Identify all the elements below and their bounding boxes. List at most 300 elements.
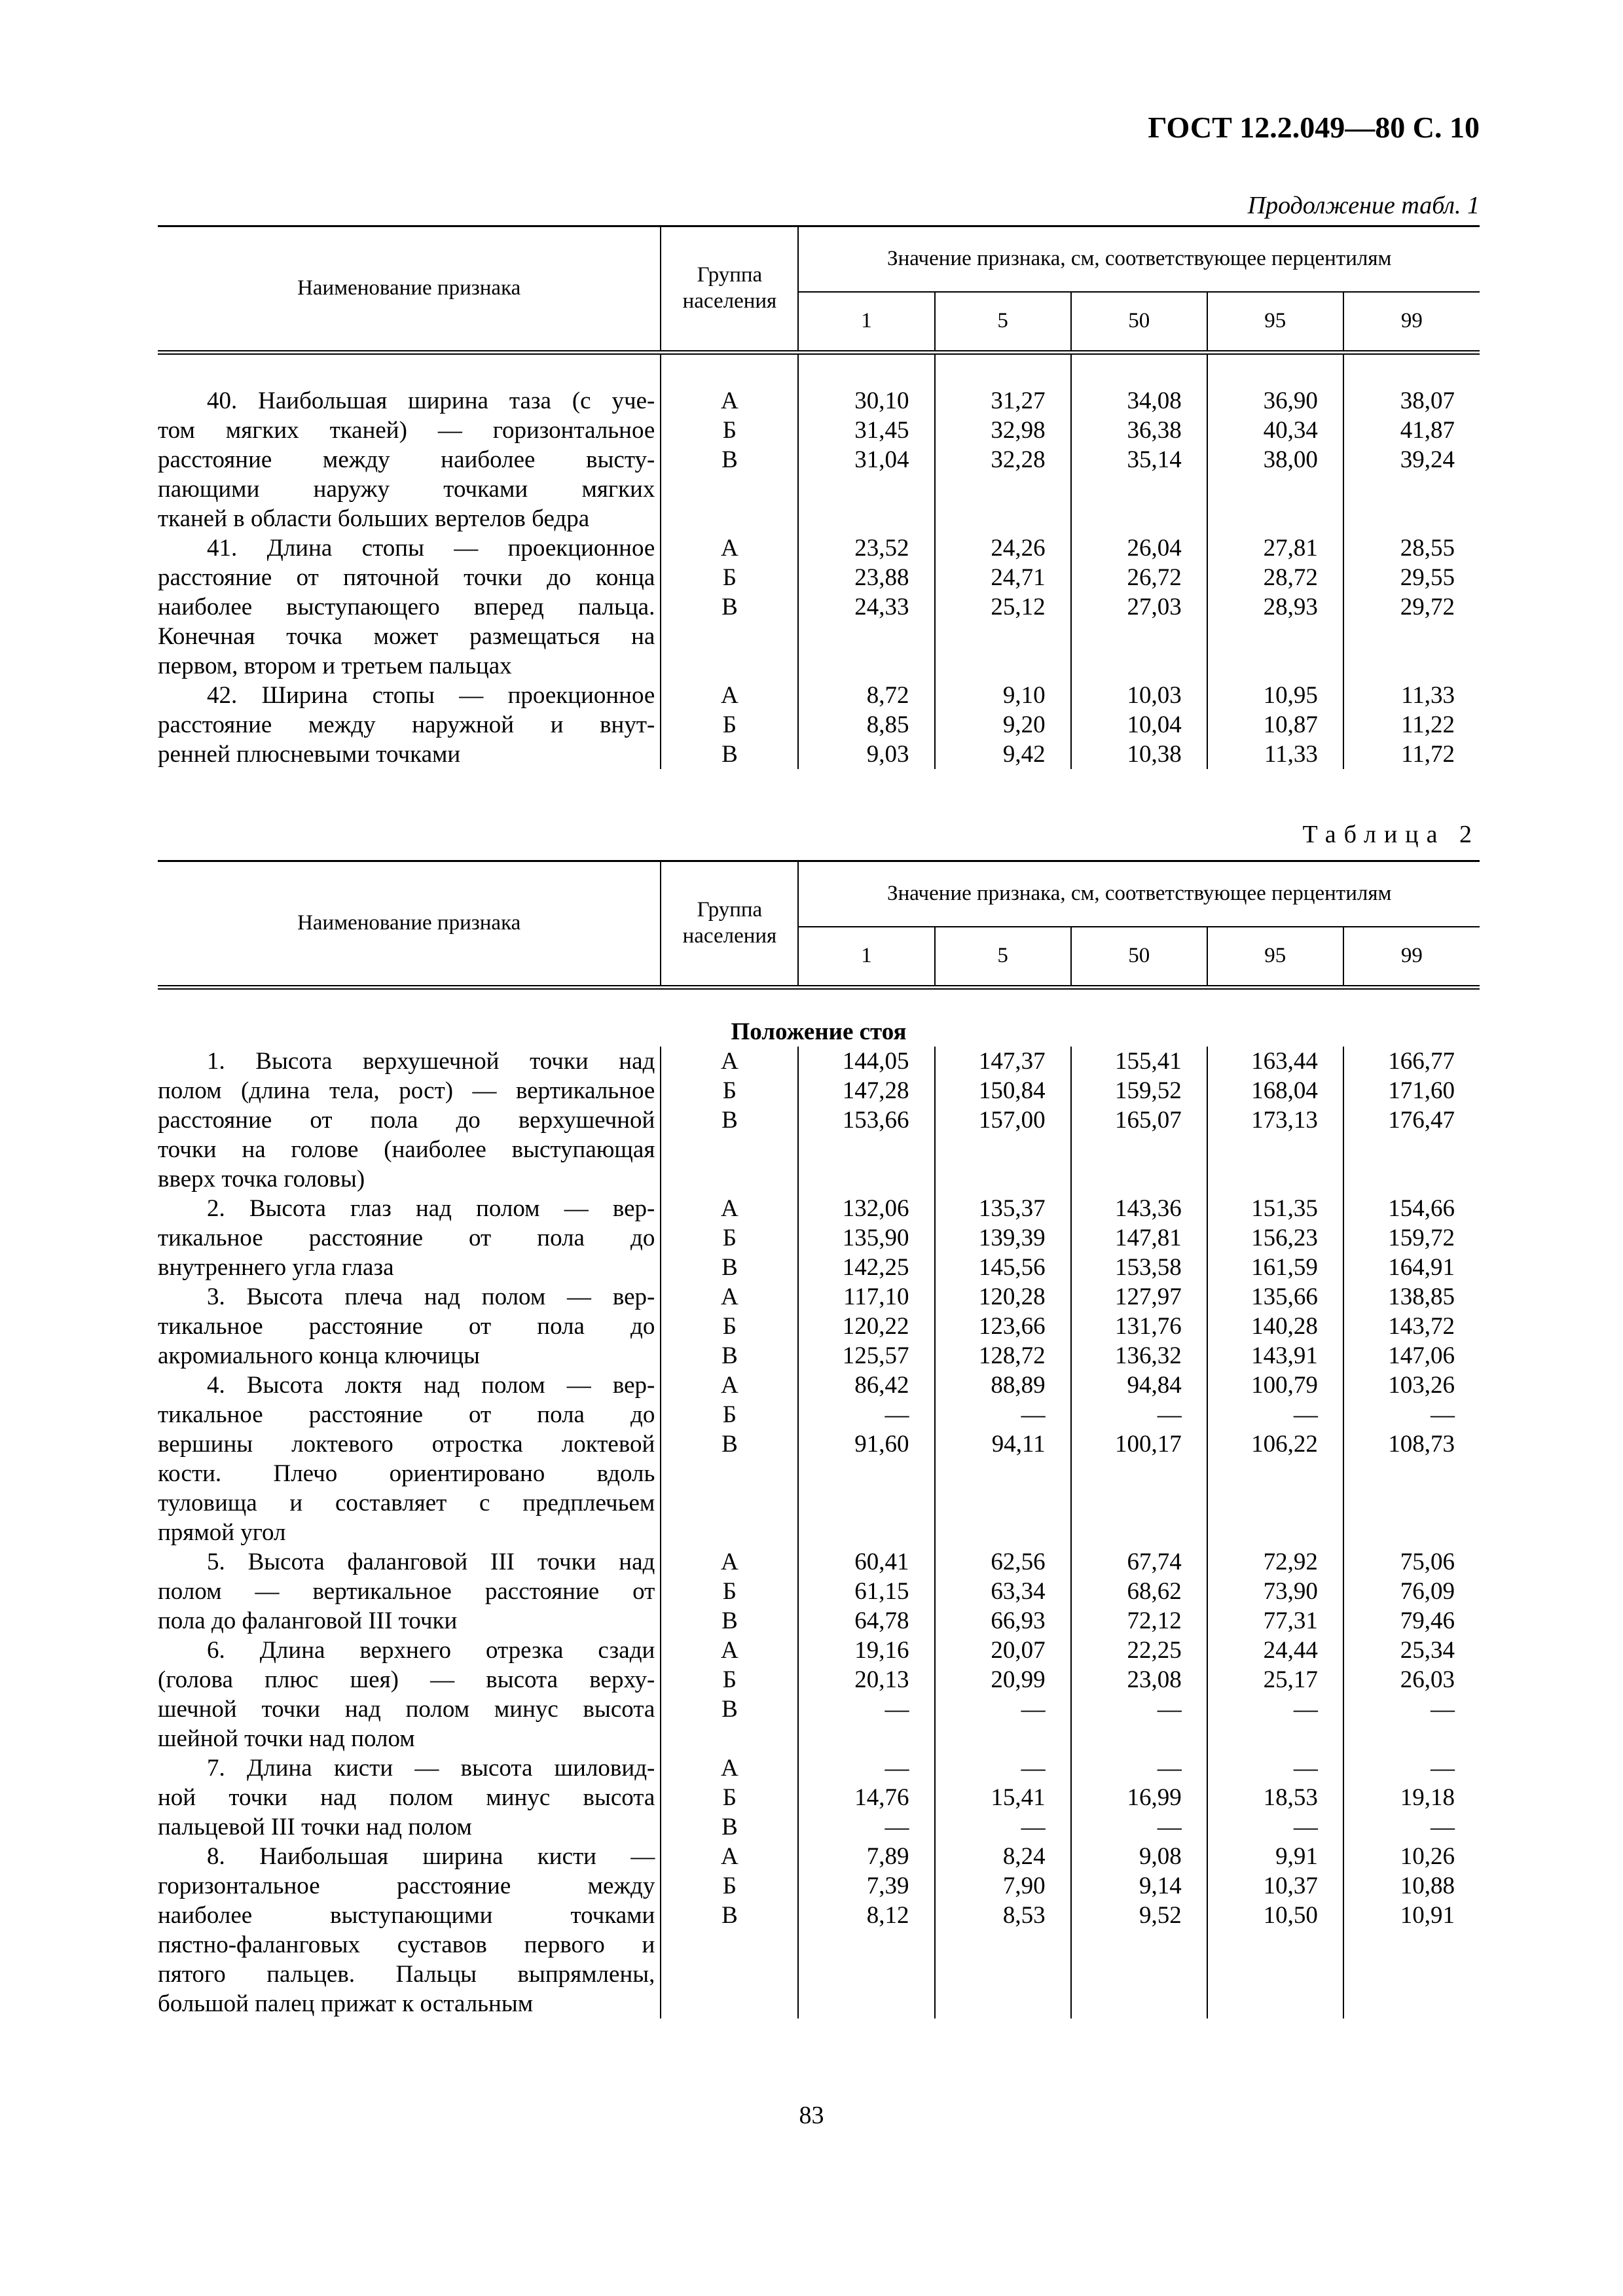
percentile-value: 88,89 [991,1372,1046,1399]
percentile-value: 7,90 [1002,1873,1046,1899]
group-label: В [721,1607,738,1634]
col-header-percentile: 1 [798,292,934,353]
percentile-value: 159,52 [1114,1077,1182,1104]
value-cell [798,353,934,534]
col-header-percentile: 5 [935,292,1071,353]
feature-name-line: ной точки над полом минус высота [158,1784,655,1811]
value-cell [1207,1842,1343,2018]
percentile-value: — [1431,1755,1455,1782]
percentile-value: 38,00 [1263,446,1318,473]
col-header-group: Группа населения [661,226,798,353]
col-header-name: Наименование признака [158,226,661,353]
value-cell [935,1282,1071,1371]
percentile-value: 9,91 [1275,1843,1318,1870]
feature-name-line: кости. Плечо ориентировано вдоль [158,1460,655,1487]
value-cell [1343,681,1480,769]
feature-name-line: тикальное расстояние от пола до [158,1225,655,1251]
group-label: В [721,1254,738,1281]
group-label: А [721,535,739,562]
percentile-value: 10,95 [1263,682,1318,709]
percentile-value: 120,28 [978,1283,1046,1310]
value-cell [1207,1194,1343,1282]
value-cell [798,1547,934,1636]
group-label: А [721,1048,739,1075]
value-cell [1343,1547,1480,1636]
value-cell [1343,1636,1480,1753]
percentile-value: 8,72 [866,682,909,709]
percentile-value: 164,91 [1388,1254,1455,1281]
percentile-value: 127,97 [1114,1283,1182,1310]
feature-name-line: расстояние от пяточной точки до конца [158,564,655,591]
percentile-value: 28,72 [1263,564,1318,591]
feature-name-line: 1. Высота верхушечной точки над [207,1048,655,1075]
percentile-value: 28,93 [1263,594,1318,620]
percentile-value: 25,34 [1400,1637,1455,1664]
percentile-value: 27,81 [1263,535,1318,562]
table-1-body [158,353,1480,770]
table-2 [158,860,1480,2018]
percentile-value: 106,22 [1251,1431,1318,1458]
percentile-value: 24,44 [1263,1637,1318,1664]
group-label: В [721,1107,738,1134]
group-cell [661,1194,798,1282]
percentile-value: 8,85 [866,711,909,738]
percentile-value: 62,56 [991,1549,1046,1575]
group-label: В [721,594,738,620]
percentile-value: 23,08 [1127,1666,1182,1693]
percentile-value: 10,87 [1263,711,1318,738]
percentile-value: 153,66 [842,1107,909,1134]
value-cell [798,1636,934,1753]
group-cell [661,1282,798,1371]
col-header-percentile: 95 [1207,927,1343,988]
percentile-value: 120,22 [842,1313,909,1340]
feature-name-cell [158,533,661,681]
percentile-value: 72,92 [1263,1549,1318,1575]
value-cell [1207,1047,1343,1194]
percentile-value: 155,41 [1114,1048,1182,1075]
group-label: Б [722,1578,737,1605]
percentile-value: 19,18 [1400,1784,1455,1811]
group-cell [661,1753,798,1842]
percentile-value: 176,47 [1388,1107,1455,1134]
group-cell [661,1636,798,1753]
col-header-percentile: 99 [1343,927,1480,988]
group-label: А [721,1283,739,1310]
percentile-value: 125,57 [842,1342,909,1369]
value-cell [798,1753,934,1842]
section-title: Положение стоя [731,1018,907,1045]
value-cell [1071,1282,1207,1371]
value-cell [1207,1282,1343,1371]
value-cell [935,1194,1071,1282]
group-label: Б [722,417,737,444]
percentile-value: 108,73 [1388,1431,1455,1458]
percentile-value: 22,25 [1127,1637,1182,1664]
percentile-value: 143,72 [1388,1313,1455,1340]
percentile-value: 10,26 [1400,1843,1455,1870]
percentile-value: 9,10 [1002,682,1046,709]
group-label: А [721,1755,739,1782]
percentile-value: 30,10 [854,387,909,414]
feature-name-line: том мягких тканей) — горизонтальное [158,417,655,444]
percentile-value: 26,04 [1127,535,1182,562]
group-cell [661,1842,798,2018]
feature-name-line: тканей в области больших вертелов бедра [158,505,590,532]
feature-name-cell [158,681,661,769]
percentile-value: 10,88 [1400,1873,1455,1899]
feature-description [158,533,655,681]
value-cell [935,353,1071,534]
feature-description [158,1194,655,1282]
percentile-value: 165,07 [1114,1107,1182,1134]
col-header-percentile: 95 [1207,292,1343,353]
value-cell [1343,1371,1480,1547]
percentile-value: 10,50 [1263,1902,1318,1929]
feature-name-line: расстояние от пола до верхушечной [158,1107,655,1134]
value-cell [1071,1547,1207,1636]
percentile-value: 86,42 [854,1372,909,1399]
percentile-value: 40,34 [1263,417,1318,444]
group-label: В [721,1696,738,1723]
percentile-value: 142,25 [842,1254,909,1281]
percentile-value: 10,03 [1127,682,1182,709]
percentile-value: 153,58 [1114,1254,1182,1281]
col-header-value: Значение признака, см, соответствующее перцентилям [798,861,1480,927]
percentile-value: 135,90 [842,1225,909,1251]
percentile-value: 173,13 [1251,1107,1318,1134]
feature-name-line: пающими наружу точками мягких [158,476,655,503]
percentile-value: 157,00 [978,1107,1046,1134]
feature-name-line: 2. Высота глаз над полом — вер- [207,1195,655,1222]
percentile-value: — [1431,1401,1455,1428]
percentile-value: 91,60 [854,1431,909,1458]
value-cell [1343,1282,1480,1371]
feature-name-line: акромиального конца ключицы [158,1342,480,1369]
group-cell [661,1547,798,1636]
col-header-percentile: 50 [1071,292,1207,353]
percentile-value: 9,14 [1139,1873,1182,1899]
table-row [158,1282,1480,1371]
table2-caption: Таблица 2 [1302,821,1480,848]
feature-name-line: первом, втором и третьем пальцах [158,653,512,679]
group-cell [661,533,798,681]
percentile-value: 132,06 [842,1195,909,1222]
feature-name-line: полом — вертикальное расстояние от [158,1578,655,1605]
percentile-value: 28,55 [1400,535,1455,562]
percentile-value: 24,33 [854,594,909,620]
percentile-value: 156,23 [1251,1225,1318,1251]
table-row [158,1194,1480,1282]
percentile-value: 94,11 [991,1431,1046,1458]
feature-description [158,681,655,769]
value-cell [1071,1753,1207,1842]
value-cell [798,681,934,769]
percentile-value: 144,05 [842,1048,909,1075]
value-cell [935,533,1071,681]
value-cell [798,1842,934,2018]
feature-name-line: шечной точки над полом минус высота [158,1696,655,1723]
feature-name-line: горизонтальное расстояние между [158,1873,655,1899]
group-label: А [721,387,739,414]
percentile-value: 161,59 [1251,1254,1318,1281]
percentile-value: 19,16 [854,1637,909,1664]
percentile-value: — [1157,1696,1182,1723]
feature-name-line: вершины локтевого отростка локтевой [158,1431,655,1458]
percentile-value: 9,42 [1002,741,1046,768]
percentile-value: 145,56 [978,1254,1046,1281]
col-header-percentile: 50 [1071,927,1207,988]
percentile-value: 10,38 [1127,741,1182,768]
value-cell [1071,1842,1207,2018]
feature-name-line: Конечная точка может размещаться на [158,623,655,650]
feature-name-line: наиболее выступающими точками [158,1902,655,1929]
percentile-value: 150,84 [978,1077,1046,1104]
percentile-value: 136,32 [1114,1342,1182,1369]
value-cell [935,1371,1071,1547]
percentile-value: 168,04 [1251,1077,1318,1104]
value-cell [1071,1047,1207,1194]
value-cell [798,1371,934,1547]
value-cell [1071,681,1207,769]
feature-name-line: тикальное расстояние от пола до [158,1401,655,1428]
percentile-value: 60,41 [854,1549,909,1575]
value-cell [1207,533,1343,681]
percentile-value: 11,72 [1401,741,1455,768]
feature-name-cell [158,1047,661,1194]
percentile-value: 139,39 [978,1225,1046,1251]
percentile-value: 29,55 [1400,564,1455,591]
percentile-value: 32,28 [991,446,1046,473]
percentile-value: 72,12 [1127,1607,1182,1634]
section-row [158,988,1480,1047]
percentile-value: 147,81 [1114,1225,1182,1251]
percentile-value: 31,27 [991,387,1046,414]
table-row [158,1547,1480,1636]
percentile-value: 25,17 [1263,1666,1318,1693]
percentile-value: 66,93 [991,1607,1046,1634]
group-label: Б [722,1666,737,1693]
percentile-value: 75,06 [1400,1549,1455,1575]
percentile-value: 147,06 [1388,1342,1455,1369]
col-header-percentile: 99 [1343,292,1480,353]
percentile-value: 76,09 [1400,1578,1455,1605]
feature-name-line: пястно-фаланговых суставов первого и [158,1931,655,1958]
percentile-value: 27,03 [1127,594,1182,620]
value-cell [1071,1194,1207,1282]
feature-name-cell [158,1194,661,1282]
percentile-value: 138,85 [1388,1283,1455,1310]
percentile-value: 135,37 [978,1195,1046,1222]
percentile-value: 135,66 [1251,1283,1318,1310]
percentile-value: 24,71 [991,564,1046,591]
value-cell [935,1636,1071,1753]
percentile-value: — [884,1696,909,1723]
table1-caption: Продолжение табл. 1 [1247,192,1480,219]
value-cell [1207,1636,1343,1753]
percentile-value: 34,08 [1127,387,1182,414]
table-row [158,533,1480,681]
percentile-value: — [1157,1755,1182,1782]
value-cell [798,533,934,681]
feature-name-line: наиболее выступающего вперед пальца. [158,594,655,620]
value-cell [1207,1547,1343,1636]
col-header-percentile: 5 [935,927,1071,988]
feature-name-line: (голова плюс шея) — высота верху- [158,1666,655,1693]
percentile-value: — [884,1755,909,1782]
percentile-value: 11,33 [1401,682,1455,709]
percentile-value: 14,76 [854,1784,909,1811]
value-cell [1071,1636,1207,1753]
value-cell [935,1547,1071,1636]
feature-name-line: шейной точки над полом [158,1725,415,1752]
group-label: А [721,1549,739,1575]
percentile-value: 20,99 [991,1666,1046,1693]
percentile-value: 24,26 [991,535,1046,562]
percentile-value: — [1293,1696,1318,1723]
percentile-value: 117,10 [843,1283,909,1310]
group-label: Б [722,1873,737,1899]
value-cell [1343,1194,1480,1282]
percentile-value: 63,34 [991,1578,1046,1605]
group-label: В [721,1902,738,1929]
feature-name-cell [158,1371,661,1547]
feature-name-cell [158,1282,661,1371]
feature-name-line: 40. Наибольшая ширина таза (с уче- [207,387,655,414]
value-cell [935,681,1071,769]
group-label: Б [722,711,737,738]
feature-name-line: 5. Высота фаланговой III точки над [207,1549,655,1575]
percentile-value: 166,77 [1388,1048,1455,1075]
group-label: А [721,1372,739,1399]
group-label: Б [722,1313,737,1340]
percentile-value: — [1293,1401,1318,1428]
value-cell [1071,353,1207,534]
value-cell [1343,1842,1480,2018]
percentile-value: 31,04 [854,446,909,473]
group-cell [661,1047,798,1194]
percentile-value: 10,04 [1127,711,1182,738]
feature-name-line: 7. Длина кисти — высота шиловид- [207,1755,655,1782]
value-cell [1207,1371,1343,1547]
percentile-value: 131,76 [1114,1313,1182,1340]
percentile-value: 61,15 [854,1578,909,1605]
percentile-value: 67,74 [1127,1549,1182,1575]
feature-name-line: расстояние между наружной и внут- [158,711,655,738]
group-label: Б [722,1784,737,1811]
percentile-value: 11,22 [1401,711,1455,738]
percentile-value: 20,13 [854,1666,909,1693]
percentile-value: 16,99 [1127,1784,1182,1811]
percentile-value: 7,89 [866,1843,909,1870]
percentile-value: 147,37 [978,1048,1046,1075]
feature-name-cell [158,1842,661,2018]
group-cell [661,353,798,534]
value-cell [1207,353,1343,534]
feature-name-line: пятого пальцев. Пальцы выпрямлены, [158,1961,655,1988]
percentile-value: 103,26 [1388,1372,1455,1399]
percentile-value: 41,87 [1400,417,1455,444]
feature-name-line: вверх точка головы) [158,1166,365,1193]
percentile-value: 9,52 [1139,1902,1182,1929]
value-cell [1207,1753,1343,1842]
percentile-value: 8,53 [1002,1902,1046,1929]
percentile-value: 143,91 [1251,1342,1318,1369]
percentile-value: 68,62 [1127,1578,1182,1605]
percentile-value: — [1021,1814,1046,1840]
group-label: В [721,1814,738,1840]
percentile-value: 26,72 [1127,564,1182,591]
value-cell [798,1282,934,1371]
value-cell [798,1194,934,1282]
feature-name-line: точки на голове (наиболее выступающая [158,1136,655,1163]
feature-name-line: прямой угол [158,1519,286,1546]
group-label: А [721,1637,739,1664]
percentile-value: — [1293,1755,1318,1782]
percentile-value: — [884,1814,909,1840]
percentile-value: 128,72 [978,1342,1046,1369]
table-1 [158,225,1480,769]
percentile-value: 9,20 [1002,711,1046,738]
feature-name-line: большой палец прижат к остальным [158,1990,534,2017]
value-cell [798,1047,934,1194]
percentile-value: 35,14 [1127,446,1182,473]
table-row [158,1371,1480,1547]
value-cell [1071,533,1207,681]
feature-name-cell [158,1753,661,1842]
percentile-value: 94,84 [1127,1372,1182,1399]
value-cell [935,1753,1071,1842]
value-cell [935,1047,1071,1194]
percentile-value: 31,45 [854,417,909,444]
group-cell [661,681,798,769]
feature-name-line: расстояние между наиболее высту- [158,446,655,473]
percentile-value: — [1021,1696,1046,1723]
percentile-value: — [1293,1814,1318,1840]
table-row [158,1047,1480,1194]
feature-name-line: туловища и составляет с предплечьем [158,1490,655,1516]
percentile-value: 25,12 [991,594,1046,620]
percentile-value: — [1021,1755,1046,1782]
percentile-value: — [1157,1814,1182,1840]
percentile-value: 123,66 [978,1313,1046,1340]
percentile-value: 39,24 [1400,446,1455,473]
percentile-value: 23,88 [854,564,909,591]
group-label: Б [722,564,737,591]
percentile-value: 73,90 [1263,1578,1318,1605]
percentile-value: 38,07 [1400,387,1455,414]
percentile-value: 9,08 [1139,1843,1182,1870]
value-cell [1071,1371,1207,1547]
percentile-value: 151,35 [1251,1195,1318,1222]
page-number: 83 [799,2102,824,2129]
percentile-value: — [1157,1401,1182,1428]
percentile-value: 36,90 [1263,387,1318,414]
percentile-value: 143,36 [1114,1195,1182,1222]
feature-name-line: 41. Длина стопы — проекционное [207,535,655,562]
group-label: В [721,1342,738,1369]
percentile-value: 163,44 [1251,1048,1318,1075]
percentile-value: 32,98 [991,417,1046,444]
feature-name-line: пола до фаланговой III точки [158,1607,458,1634]
feature-name-cell [158,353,661,534]
percentile-value: 7,39 [866,1873,909,1899]
table-2-body [158,988,1480,2019]
page-header: ГОСТ 12.2.049—80 С. 10 [1148,111,1480,144]
feature-name-line: пальцевой III точки над полом [158,1814,472,1840]
col-header-value: Значение признака, см, соответствующее перцентилям [798,226,1480,293]
percentile-value: 100,79 [1251,1372,1318,1399]
